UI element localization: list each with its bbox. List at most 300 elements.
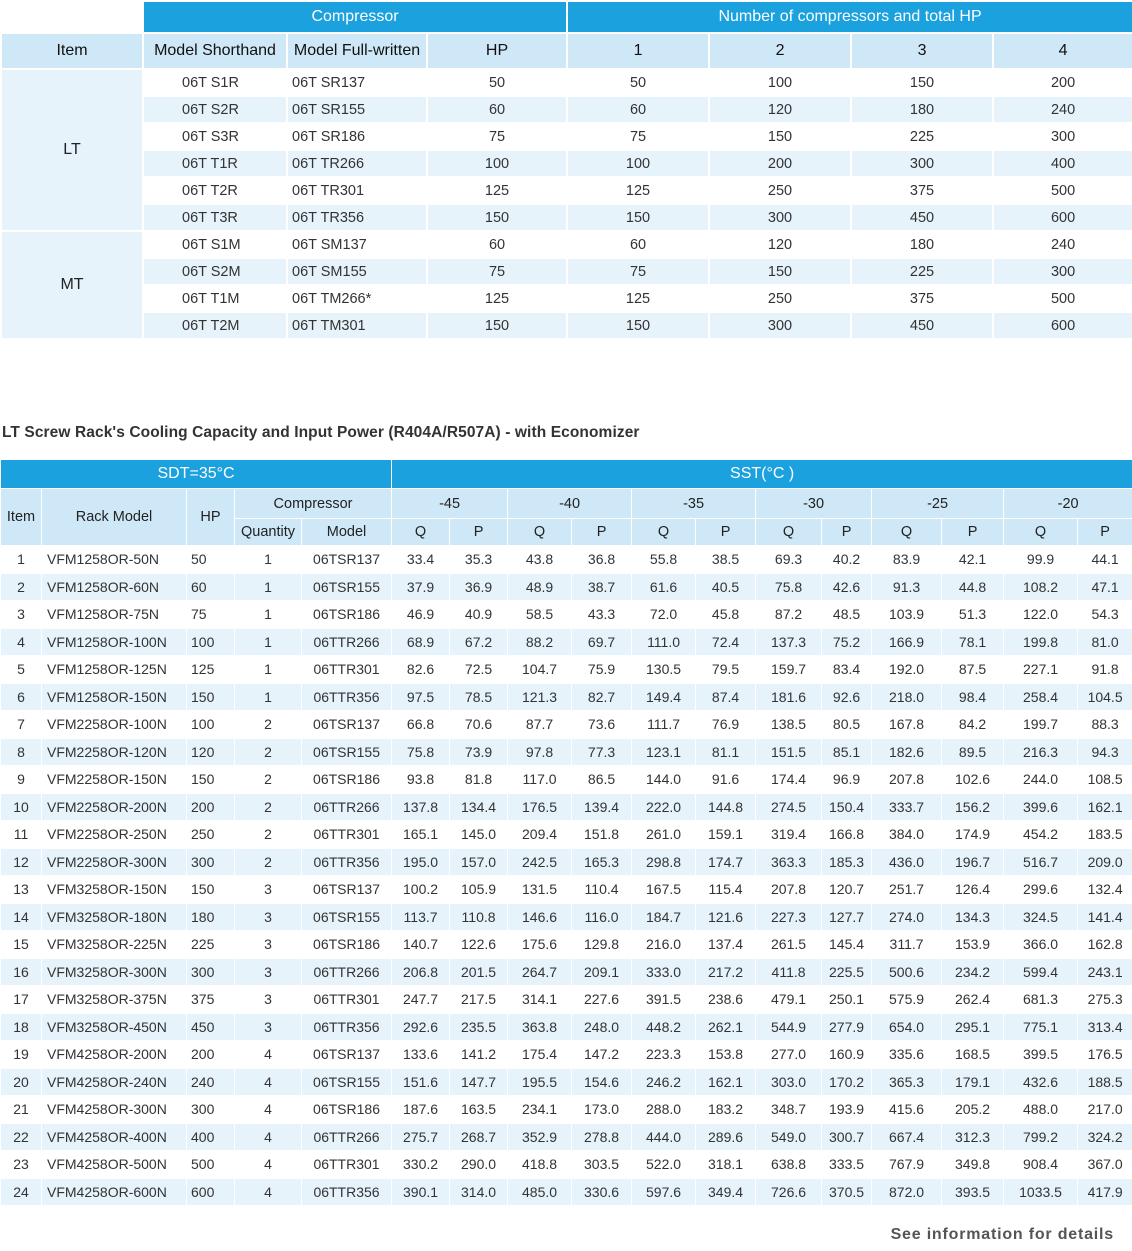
total-hp-1-cell: 75 [567, 123, 709, 150]
p-value-cell: 44.8 [942, 573, 1004, 601]
compressor-model-cell: 06TTR301 [302, 986, 392, 1014]
p-value-cell: 96.9 [822, 766, 872, 794]
q-value-cell: 123.1 [632, 738, 696, 766]
q-value-cell: 61.6 [632, 573, 696, 601]
hp-cell: 60 [187, 573, 235, 601]
table-row [1, 1013, 1132, 1041]
hp-cell: 500 [187, 1151, 235, 1179]
q-value-cell: 166.9 [872, 628, 942, 656]
model-full-cell: 06T TM301 [287, 312, 427, 339]
rack-model-cell: VFM1258OR-100N [42, 628, 187, 656]
q-value-cell: 242.5 [508, 848, 572, 876]
table-row [1, 876, 1132, 904]
q-value-cell: 335.6 [872, 1041, 942, 1069]
p-value-cell: 185.3 [822, 848, 872, 876]
p-value-cell: 176.5 [1078, 1041, 1132, 1069]
p-value-cell: 132.4 [1078, 876, 1132, 904]
total-hp-2-cell: 300 [709, 204, 851, 231]
q-value-cell: 151.6 [392, 1068, 450, 1096]
quantity-cell: 2 [235, 738, 302, 766]
rack-model-cell: VFM4258OR-300N [42, 1096, 187, 1124]
hp-cell: 125 [427, 177, 567, 204]
p-value-cell: 162.1 [696, 1068, 756, 1096]
q-value-cell: 121.3 [508, 683, 572, 711]
table-row [1, 711, 1132, 739]
p-value-cell: 134.3 [942, 903, 1004, 931]
table-row [1, 903, 1132, 931]
q-value-cell: 432.6 [1004, 1068, 1078, 1096]
p-value-cell: 47.1 [1078, 573, 1132, 601]
rack-model-cell: VFM2258OR-120N [42, 738, 187, 766]
q-value-cell: 227.3 [756, 903, 822, 931]
p-value-cell: 141.2 [450, 1041, 508, 1069]
p-value-cell: 165.3 [572, 848, 632, 876]
p-value-cell: 38.7 [572, 573, 632, 601]
table-row [1, 656, 1132, 684]
quantity-cell: 4 [235, 1178, 302, 1206]
item-number-cell: 22 [1, 1123, 42, 1151]
model-shorthand-cell: 06T T1R [143, 150, 287, 177]
total-hp-4-cell: 300 [993, 258, 1132, 285]
p-value-cell: 35.3 [450, 546, 508, 574]
q-value-cell: 223.3 [632, 1041, 696, 1069]
total-hp-1-cell: 60 [567, 96, 709, 123]
p-value-cell: 72.4 [696, 628, 756, 656]
rack-model-cell: VFM1258OR-150N [42, 683, 187, 711]
footnote: See information for details [890, 1226, 1114, 1243]
p-value-cell: 183.2 [696, 1096, 756, 1124]
p-value-cell: 126.4 [942, 876, 1004, 904]
q-value-cell: 415.6 [872, 1096, 942, 1124]
hp-cell: 180 [187, 903, 235, 931]
q-value-cell: 37.9 [392, 573, 450, 601]
q-value-cell: 159.7 [756, 656, 822, 684]
item-number-cell: 18 [1, 1013, 42, 1041]
quantity-cell: 2 [235, 766, 302, 794]
total-hp-2-cell: 100 [709, 69, 851, 96]
item-number-cell: 23 [1, 1151, 42, 1179]
header-compressor: Compressor [143, 1, 567, 33]
q-value-cell: 206.8 [392, 958, 450, 986]
p-value-cell: 157.0 [450, 848, 508, 876]
p-value-cell: 145.4 [822, 931, 872, 959]
p-value-cell: 116.0 [572, 903, 632, 931]
hp-cell: 100 [427, 150, 567, 177]
p-value-cell: 78.1 [942, 628, 1004, 656]
item-number-cell: 10 [1, 793, 42, 821]
header-q: Q [632, 519, 696, 546]
q-value-cell: 216.0 [632, 931, 696, 959]
q-value-cell: 549.0 [756, 1123, 822, 1151]
item-number-cell: 2 [1, 573, 42, 601]
total-hp-3-cell: 150 [851, 69, 993, 96]
p-value-cell: 42.6 [822, 573, 872, 601]
p-value-cell: 82.7 [572, 683, 632, 711]
capacity-table-body [1, 546, 1132, 1206]
item-number-cell: 1 [1, 546, 42, 574]
total-hp-3-cell: 225 [851, 123, 993, 150]
group-item-cell: MT [1, 231, 143, 339]
hp-cell: 100 [187, 711, 235, 739]
q-value-cell: 399.5 [1004, 1041, 1078, 1069]
model-shorthand-cell: 06T S1M [143, 231, 287, 258]
q-value-cell: 488.0 [1004, 1096, 1078, 1124]
hp-cell: 300 [187, 848, 235, 876]
header-sst-value: -25 [872, 489, 1004, 519]
q-value-cell: 366.0 [1004, 931, 1078, 959]
header-p: P [942, 519, 1004, 546]
total-hp-2-cell: 150 [709, 258, 851, 285]
p-value-cell: 262.4 [942, 986, 1004, 1014]
total-hp-2-cell: 120 [709, 231, 851, 258]
q-value-cell: 100.2 [392, 876, 450, 904]
q-value-cell: 93.8 [392, 766, 450, 794]
q-value-cell: 244.0 [1004, 766, 1078, 794]
p-value-cell: 42.1 [942, 546, 1004, 574]
p-value-cell: 94.3 [1078, 738, 1132, 766]
model-full-cell: 06T SR137 [287, 69, 427, 96]
q-value-cell: 726.6 [756, 1178, 822, 1206]
quantity-cell: 2 [235, 711, 302, 739]
p-value-cell: 250.1 [822, 986, 872, 1014]
header-p: P [450, 519, 508, 546]
hp-cell: 300 [187, 958, 235, 986]
p-value-cell: 277.9 [822, 1013, 872, 1041]
total-hp-2-cell: 300 [709, 312, 851, 339]
hp-cell: 100 [187, 628, 235, 656]
table-row [1, 177, 1132, 204]
model-full-cell: 06T SR186 [287, 123, 427, 150]
header-sst: SST(°C ) [392, 460, 1132, 489]
q-value-cell: 83.9 [872, 546, 942, 574]
header-sst-value: -35 [632, 489, 756, 519]
hp-cell: 150 [427, 204, 567, 231]
p-value-cell: 151.8 [572, 821, 632, 849]
q-value-cell: 333.0 [632, 958, 696, 986]
item-number-cell: 14 [1, 903, 42, 931]
p-value-cell: 205.2 [942, 1096, 1004, 1124]
q-value-cell: 352.9 [508, 1123, 572, 1151]
q-value-cell: 87.7 [508, 711, 572, 739]
q-value-cell: 181.6 [756, 683, 822, 711]
table-row [1, 793, 1132, 821]
table-row [1, 738, 1132, 766]
table-row [1, 573, 1132, 601]
q-value-cell: 137.8 [392, 793, 450, 821]
hp-cell: 200 [187, 793, 235, 821]
p-value-cell: 162.1 [1078, 793, 1132, 821]
p-value-cell: 81.8 [450, 766, 508, 794]
q-value-cell: 365.3 [872, 1068, 942, 1096]
p-value-cell: 115.4 [696, 876, 756, 904]
q-value-cell: 46.9 [392, 601, 450, 629]
p-value-cell: 83.4 [822, 656, 872, 684]
q-value-cell: 88.2 [508, 628, 572, 656]
hp-cell: 125 [187, 656, 235, 684]
q-value-cell: 149.4 [632, 683, 696, 711]
p-value-cell: 73.9 [450, 738, 508, 766]
item-number-cell: 21 [1, 1096, 42, 1124]
p-value-cell: 43.3 [572, 601, 632, 629]
header-model: Model [302, 519, 392, 546]
p-value-cell: 81.0 [1078, 628, 1132, 656]
rack-model-cell: VFM3258OR-150N [42, 876, 187, 904]
compressor-model-cell: 06TTR301 [302, 821, 392, 849]
quantity-cell: 1 [235, 573, 302, 601]
rack-model-cell: VFM2258OR-250N [42, 821, 187, 849]
header-count-2: 2 [709, 33, 851, 69]
q-value-cell: 544.9 [756, 1013, 822, 1041]
q-value-cell: 55.8 [632, 546, 696, 574]
model-shorthand-cell: 06T T1M [143, 285, 287, 312]
total-hp-3-cell: 225 [851, 258, 993, 285]
q-value-cell: 222.0 [632, 793, 696, 821]
q-value-cell: 227.1 [1004, 656, 1078, 684]
hp-cell: 75 [427, 258, 567, 285]
p-value-cell: 196.7 [942, 848, 1004, 876]
section-subtitle: LT Screw Rack's Cooling Capacity and Input Power (R404A/R507A) - with Economizer [2, 424, 640, 441]
p-value-cell: 86.5 [572, 766, 632, 794]
hp-cell: 450 [187, 1013, 235, 1041]
q-value-cell: 58.5 [508, 601, 572, 629]
header-sdt: SDT=35°C [1, 460, 392, 489]
q-value-cell: 775.1 [1004, 1013, 1078, 1041]
q-value-cell: 97.5 [392, 683, 450, 711]
table-row [1, 1068, 1132, 1096]
q-value-cell: 261.5 [756, 931, 822, 959]
p-value-cell: 227.6 [572, 986, 632, 1014]
table-row [1, 69, 1132, 96]
q-value-cell: 654.0 [872, 1013, 942, 1041]
q-value-cell: 314.1 [508, 986, 572, 1014]
header-item: Item [1, 33, 143, 69]
header-q: Q [392, 519, 450, 546]
p-value-cell: 89.5 [942, 738, 1004, 766]
p-value-cell: 147.7 [450, 1068, 508, 1096]
q-value-cell: 192.0 [872, 656, 942, 684]
model-full-cell: 06T TR301 [287, 177, 427, 204]
p-value-cell: 209.1 [572, 958, 632, 986]
table-row [1, 285, 1132, 312]
p-value-cell: 98.4 [942, 683, 1004, 711]
group-item-cell: LT [1, 69, 143, 231]
q-value-cell: 111.7 [632, 711, 696, 739]
compressor-model-cell: 06TTR356 [302, 683, 392, 711]
compressor-model-cell: 06TSR186 [302, 1096, 392, 1124]
p-value-cell: 262.1 [696, 1013, 756, 1041]
header-quantity: Quantity [235, 519, 302, 546]
p-value-cell: 141.4 [1078, 903, 1132, 931]
model-shorthand-cell: 06T T2M [143, 312, 287, 339]
p-value-cell: 134.4 [450, 793, 508, 821]
hp-cell: 150 [187, 876, 235, 904]
header-count-3: 3 [851, 33, 993, 69]
item-number-cell: 9 [1, 766, 42, 794]
p-value-cell: 170.2 [822, 1068, 872, 1096]
compressor-model-cell: 06TTR301 [302, 656, 392, 684]
p-value-cell: 289.6 [696, 1123, 756, 1151]
p-value-cell: 201.5 [450, 958, 508, 986]
q-value-cell: 175.4 [508, 1041, 572, 1069]
p-value-cell: 88.3 [1078, 711, 1132, 739]
q-value-cell: 97.8 [508, 738, 572, 766]
p-value-cell: 80.5 [822, 711, 872, 739]
header-q: Q [756, 519, 822, 546]
p-value-cell: 40.5 [696, 573, 756, 601]
q-value-cell: 575.9 [872, 986, 942, 1014]
q-value-cell: 258.4 [1004, 683, 1078, 711]
p-value-cell: 129.8 [572, 931, 632, 959]
compressor-model-cell: 06TSR137 [302, 546, 392, 574]
compressor-model-cell: 06TTR266 [302, 793, 392, 821]
header-sst-value: -45 [392, 489, 508, 519]
header-blank [1, 1, 143, 33]
header-model-full: Model Full-written [287, 33, 427, 69]
p-value-cell: 69.7 [572, 628, 632, 656]
p-value-cell: 44.1 [1078, 546, 1132, 574]
total-hp-1-cell: 125 [567, 177, 709, 204]
p-value-cell: 147.2 [572, 1041, 632, 1069]
q-value-cell: 199.7 [1004, 711, 1078, 739]
total-hp-3-cell: 450 [851, 312, 993, 339]
hp-cell: 375 [187, 986, 235, 1014]
p-value-cell: 78.5 [450, 683, 508, 711]
total-hp-3-cell: 450 [851, 204, 993, 231]
p-value-cell: 173.0 [572, 1096, 632, 1124]
total-hp-4-cell: 400 [993, 150, 1132, 177]
compressor-model-cell: 06TTR266 [302, 628, 392, 656]
q-value-cell: 390.1 [392, 1178, 450, 1206]
item-number-cell: 19 [1, 1041, 42, 1069]
rack-model-cell: VFM2258OR-150N [42, 766, 187, 794]
rack-model-cell: VFM1258OR-50N [42, 546, 187, 574]
p-value-cell: 72.5 [450, 656, 508, 684]
quantity-cell: 3 [235, 931, 302, 959]
model-full-cell: 06T SM137 [287, 231, 427, 258]
q-value-cell: 479.1 [756, 986, 822, 1014]
q-value-cell: 277.0 [756, 1041, 822, 1069]
q-value-cell: 500.6 [872, 958, 942, 986]
p-value-cell: 303.5 [572, 1151, 632, 1179]
p-value-cell: 179.1 [942, 1068, 1004, 1096]
table-row [1, 1178, 1132, 1206]
model-full-cell: 06T SR155 [287, 96, 427, 123]
rack-model-cell: VFM3258OR-180N [42, 903, 187, 931]
q-value-cell: 298.8 [632, 848, 696, 876]
total-hp-1-cell: 75 [567, 258, 709, 285]
compressor-model-cell: 06TSR155 [302, 1068, 392, 1096]
p-value-cell: 108.5 [1078, 766, 1132, 794]
p-value-cell: 77.3 [572, 738, 632, 766]
p-value-cell: 367.0 [1078, 1151, 1132, 1179]
table-row [1, 931, 1132, 959]
q-value-cell: 131.5 [508, 876, 572, 904]
p-value-cell: 156.2 [942, 793, 1004, 821]
hp-cell: 150 [427, 312, 567, 339]
q-value-cell: 288.0 [632, 1096, 696, 1124]
header-q: Q [1004, 519, 1078, 546]
p-value-cell: 45.8 [696, 601, 756, 629]
p-value-cell: 248.0 [572, 1013, 632, 1041]
table-row [1, 1151, 1132, 1179]
hp-cell: 600 [187, 1178, 235, 1206]
p-value-cell: 40.2 [822, 546, 872, 574]
q-value-cell: 176.5 [508, 793, 572, 821]
q-value-cell: 454.2 [1004, 821, 1078, 849]
compressor-model-cell: 06TTR266 [302, 958, 392, 986]
q-value-cell: 91.3 [872, 573, 942, 601]
compressor-model-cell: 06TSR137 [302, 1041, 392, 1069]
q-value-cell: 108.2 [1004, 573, 1078, 601]
q-value-cell: 872.0 [872, 1178, 942, 1206]
p-value-cell: 290.0 [450, 1151, 508, 1179]
model-full-cell: 06T TR356 [287, 204, 427, 231]
item-number-cell: 24 [1, 1178, 42, 1206]
total-hp-1-cell: 125 [567, 285, 709, 312]
p-value-cell: 370.5 [822, 1178, 872, 1206]
hp-cell: 60 [427, 231, 567, 258]
rack-model-cell: VFM3258OR-225N [42, 931, 187, 959]
p-value-cell: 275.3 [1078, 986, 1132, 1014]
p-value-cell: 238.6 [696, 986, 756, 1014]
q-value-cell: 207.8 [872, 766, 942, 794]
q-value-cell: 140.7 [392, 931, 450, 959]
header-item: Item [1, 489, 42, 546]
total-hp-4-cell: 500 [993, 285, 1132, 312]
header-count-1: 1 [567, 33, 709, 69]
q-value-cell: 597.6 [632, 1178, 696, 1206]
quantity-cell: 4 [235, 1151, 302, 1179]
q-value-cell: 638.8 [756, 1151, 822, 1179]
quantity-cell: 3 [235, 986, 302, 1014]
hp-cell: 75 [427, 123, 567, 150]
q-value-cell: 75.8 [756, 573, 822, 601]
rack-model-cell: VFM1258OR-125N [42, 656, 187, 684]
header-q: Q [508, 519, 572, 546]
compressor-table-body [1, 69, 1132, 339]
item-number-cell: 4 [1, 628, 42, 656]
p-value-cell: 268.7 [450, 1123, 508, 1151]
q-value-cell: 274.5 [756, 793, 822, 821]
q-value-cell: 165.1 [392, 821, 450, 849]
rack-model-cell: VFM2258OR-200N [42, 793, 187, 821]
p-value-cell: 349.4 [696, 1178, 756, 1206]
q-value-cell: 299.6 [1004, 876, 1078, 904]
p-value-cell: 174.7 [696, 848, 756, 876]
q-value-cell: 175.6 [508, 931, 572, 959]
item-number-cell: 6 [1, 683, 42, 711]
header-sst-value: -30 [756, 489, 872, 519]
p-value-cell: 393.5 [942, 1178, 1004, 1206]
q-value-cell: 68.9 [392, 628, 450, 656]
p-value-cell: 153.9 [942, 931, 1004, 959]
total-hp-2-cell: 200 [709, 150, 851, 177]
table-row [1, 123, 1132, 150]
hp-cell: 250 [187, 821, 235, 849]
p-value-cell: 318.1 [696, 1151, 756, 1179]
p-value-cell: 38.5 [696, 546, 756, 574]
q-value-cell: 485.0 [508, 1178, 572, 1206]
total-hp-4-cell: 600 [993, 312, 1132, 339]
table-row [1, 312, 1132, 339]
q-value-cell: 436.0 [872, 848, 942, 876]
compressor-model-cell: 06TTR356 [302, 1178, 392, 1206]
header-number-of-compressors: Number of compressors and total HP [567, 1, 1132, 33]
table-row [1, 1041, 1132, 1069]
header-p: P [572, 519, 632, 546]
rack-model-cell: VFM2258OR-300N [42, 848, 187, 876]
total-hp-2-cell: 250 [709, 285, 851, 312]
